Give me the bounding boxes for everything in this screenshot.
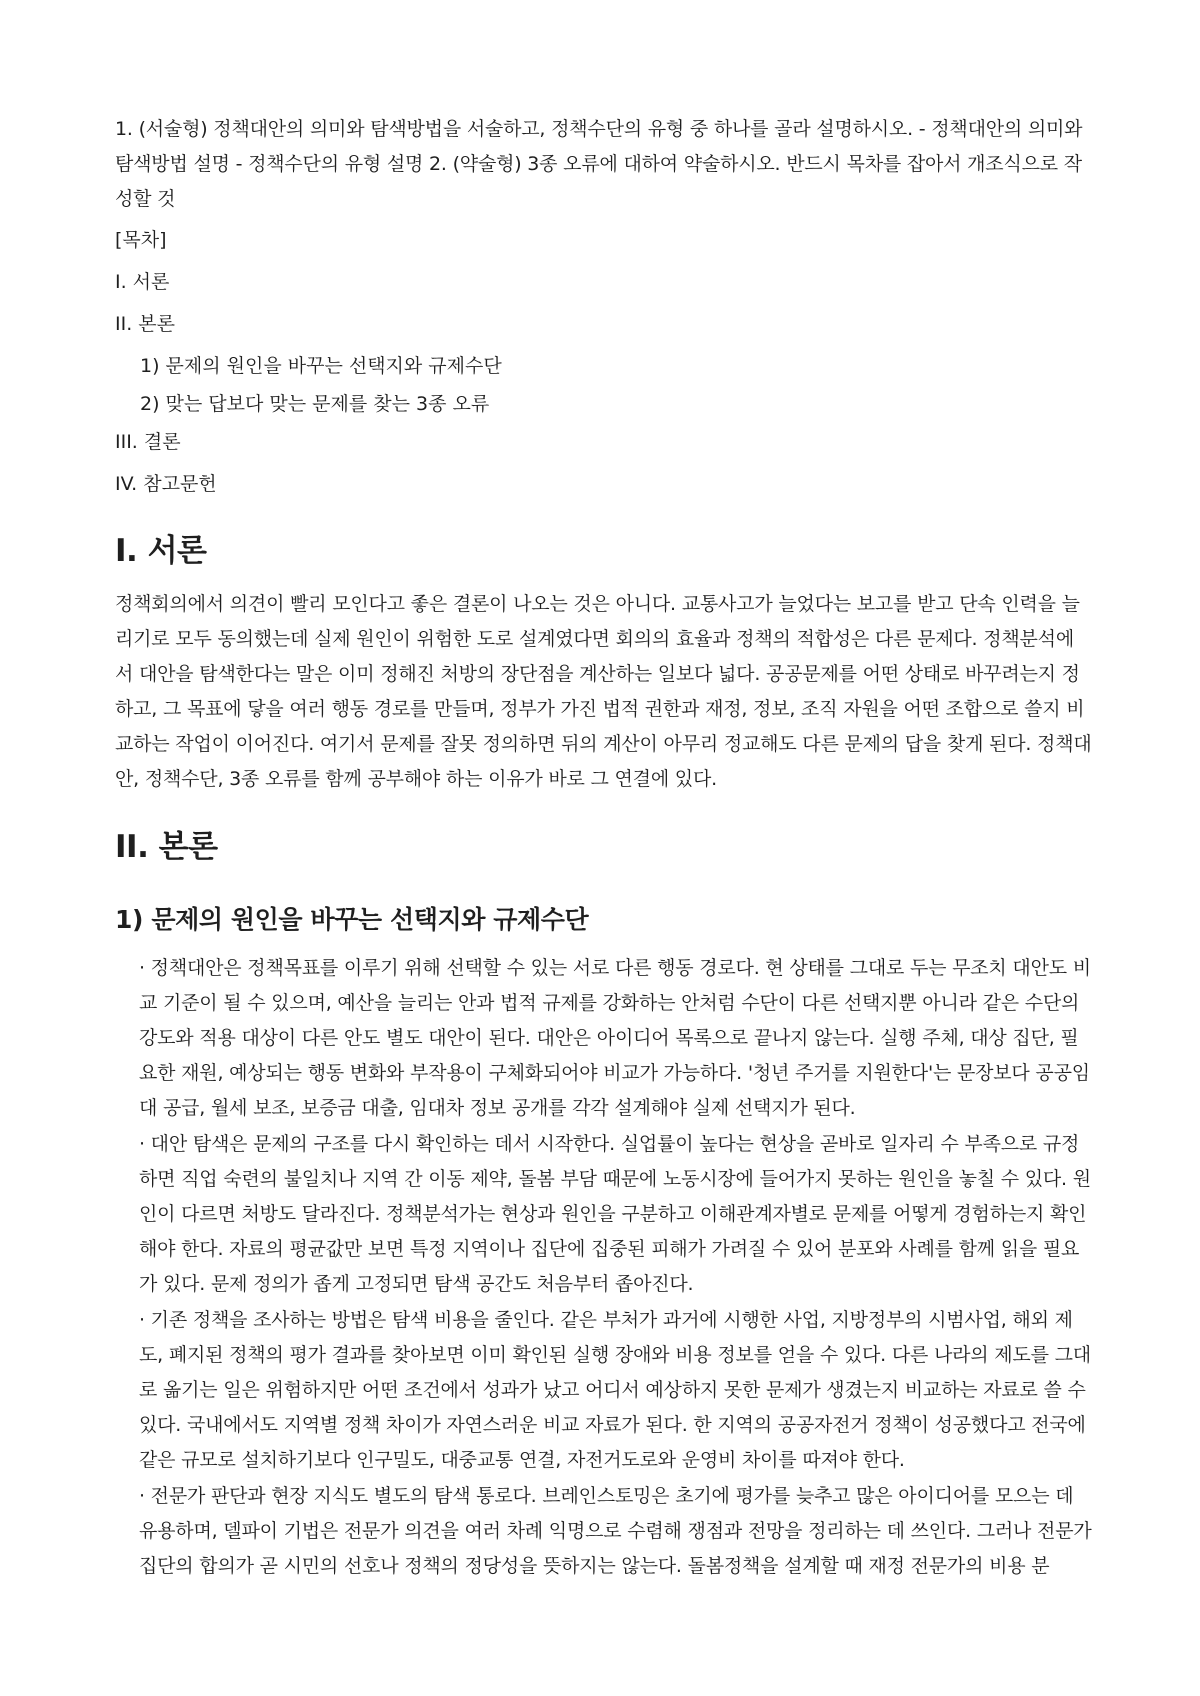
toc-item-conclusion: III. 결론 bbox=[115, 431, 181, 453]
table-of-contents bbox=[115, 227, 1092, 497]
bullet-item: · 기존 정책을 조사하는 방법은 탐색 비용을 줄인다. 같은 부처가 과거에 시행한 사업, 지방정부의 시범사업, 해외 제도, 폐지된 정책의 평가 결과를 찾아보면 이미 확인된 실행 장애와 비용 정보를 얻을 수 있다. 다른 나라의 제도를 그대로 옮기는 일은 위험하지만 어떤 조건에서 성과가 났고 어디서 예상하지 못한 문제가 생겼는지 비교하는 자료로 쓸 수 있다. 국내에서도 지역별 정책 차이가 자연스러운 비교 자료가 된다. 한 지역의 공공자전거 정책이 성공했다고 전국에 같은 규모로 설치하기보다 인구밀도, 대중교통 연결, 자전거도로와 운영비 차이를 따져야 한다. bbox=[139, 1309, 1091, 1471]
subsection-heading-1: 1) 문제의 원인을 바꾸는 선택지와 규제수단 bbox=[115, 905, 589, 934]
toc-item-body-sub1: 1) 문제의 원인을 바꾸는 선택지와 규제수단 bbox=[140, 355, 502, 377]
bullet-item: · 대안 탐색은 문제의 구조를 다시 확인하는 데서 시작한다. 실업률이 높다는 현상을 곧바로 일자리 수 부족으로 규정하면 직업 숙련의 불일치나 지역 간 이동 제약, 돌봄 부담 때문에 노동시장에 들어가지 못하는 원인을 놓칠 수 있다. 원인이 다르면 처방도 달라진다. 정책분석가는 현상과 원인을 구분하고 이해관계자별로 문제를 어떻게 경험하는지 확인해야 한다. 자료의 평균값만 보면 특정 지역이나 집단에 집중된 피해가 가려질 수 있어 분포와 사례를 함께 읽을 필요가 있다. 문제 정의가 좁게 고정되면 탐색 공간도 처음부터 좁아진다. bbox=[139, 1133, 1091, 1295]
intro-paragraph: 정책회의에서 의견이 빨리 모인다고 좋은 결론이 나오는 것은 아니다. 교통사고가 늘었다는 보고를 받고 단속 인력을 늘리기로 모두 동의했는데 실제 원인이 위험한 도로 설계였다면 회의의 효율과 정책의 적합성은 다른 문제다. 정책분석에서 대안을 탐색한다는 말은 이미 정해진 처방의 장단점을 계산하는 일보다 넓다. 공공문제를 어떤 상태로 바꾸려는지 정하고, 그 목표에 닿을 여러 행동 경로를 만들며, 정부가 가진 법적 권한과 재정, 정보, 조직 자원을 어떤 조합으로 쓸지 비교하는 작업이 이어진다. 여기서 문제를 잘못 정의하면 뒤의 계산이 아무리 정교해도 다른 문제의 답을 찾게 된다. 정책대안, 정책수단, 3종 오류를 함께 공부해야 하는 이유가 바로 그 연결에 있다. bbox=[115, 593, 1092, 790]
section-heading-intro: I. 서론 bbox=[115, 533, 207, 569]
toc-item-body: II. 본론 bbox=[115, 313, 175, 335]
toc-title: [목차] bbox=[115, 229, 167, 251]
toc-item-references: IV. 참고문헌 bbox=[115, 473, 217, 495]
toc-item-intro: I. 서론 bbox=[115, 271, 170, 293]
bullet-item: · 전문가 판단과 현장 지식도 별도의 탐색 통로다. 브레인스토밍은 초기에 평가를 늦추고 많은 아이디어를 모으는 데 유용하며, 델파이 기법은 전문가 의견을 여러 차례 익명으로 수렴해 쟁점과 전망을 정리하는 데 쓰인다. 그러나 전문가 집단의 합의가 곧 시민의 선호나 정책의 정당성을 뜻하지는 않는다. 돌봄정책을 설계할 때 재정 전문가의 비용 분 bbox=[139, 1485, 1092, 1577]
toc-item-body-sub2: 2) 맞는 답보다 맞는 문제를 찾는 3종 오류 bbox=[140, 393, 490, 415]
section-heading-body: II. 본론 bbox=[115, 829, 218, 865]
bullet-item: · 정책대안은 정책목표를 이루기 위해 선택할 수 있는 서로 다른 행동 경로다. 현 상태를 그대로 두는 무조치 대안도 비교 기준이 될 수 있으며, 예산을 늘리는 안과 법적 규제를 강화하는 안처럼 수단이 다른 선택지뿐 아니라 같은 수단의 강도와 적용 대상이 다른 안도 별도 대안이 된다. 대안은 아이디어 목록으로 끝나지 않는다. 실행 주체, 대상 집단, 필요한 재원, 예상되는 행동 변화와 부작용이 구체화되어야 비교가 가능하다. '청년 주거를 지원한다'는 문장보다 공공임대 공급, 월세 보조, 보증금 대출, 임대차 정보 공개를 각각 설계해야 실제 선택지가 된다. bbox=[139, 957, 1091, 1119]
subsection-1-bullets bbox=[115, 951, 1092, 1584]
assignment-prompt: 1. (서술형) 정책대안의 의미와 탐색방법을 서술하고, 정책수단의 유형 중 하나를 골라 설명하시오. - 정책대안의 의미와 탐색방법 설명 - 정책수단의 유형 설명 2. (약술형) 3종 오류에 대하여 약술하시오. 반드시 목차를 잡아서 개조식으로 작성할 것 bbox=[115, 118, 1083, 210]
